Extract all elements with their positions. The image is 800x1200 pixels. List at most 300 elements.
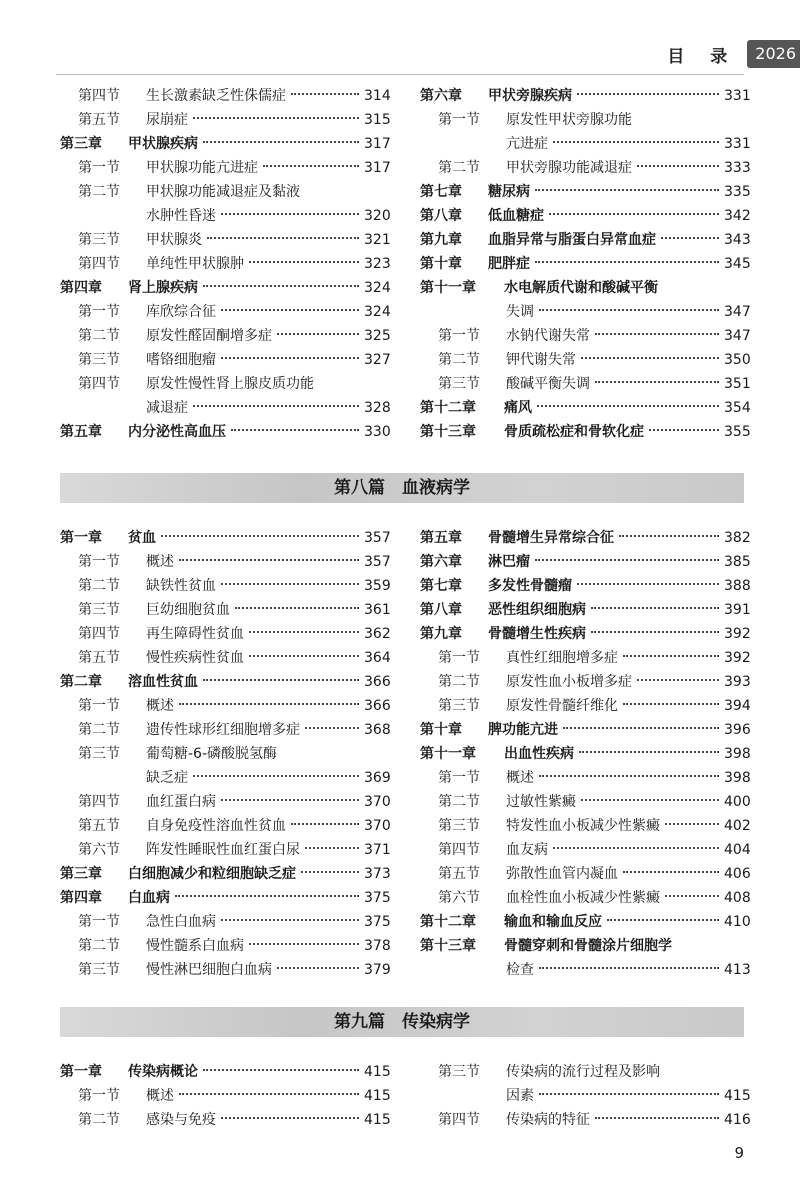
page-ref: 415 (364, 1064, 391, 1080)
entry-title: 概述 (506, 770, 534, 786)
page-ref: 325 (364, 328, 391, 344)
entry-title: 过敏性紫癜 (506, 794, 576, 810)
entry-number: 第十三章 (420, 938, 476, 954)
entry-number: 第一节 (438, 770, 480, 786)
chapter-entry[interactable] (60, 886, 390, 910)
entry-number: 第二节 (78, 578, 120, 594)
entry-number: 第七章 (420, 184, 462, 200)
page-ref: 315 (364, 112, 391, 128)
entry-number: 第一节 (78, 1088, 120, 1104)
entry-title: 慢性髓系白血病 (146, 938, 244, 954)
entry-title: 脾功能亢进 (488, 722, 558, 738)
page-ref: 354 (724, 400, 751, 416)
entry-number: 第二节 (438, 794, 480, 810)
page-ref: 370 (364, 794, 391, 810)
entry-number: 第二节 (78, 184, 120, 200)
dot-leader (637, 165, 719, 167)
chapter-entry[interactable] (420, 204, 750, 228)
chapter-entry[interactable] (60, 132, 390, 156)
dot-leader (623, 871, 719, 873)
dot-leader (291, 93, 359, 95)
page-ref: 328 (364, 400, 391, 416)
section-entry[interactable] (60, 550, 390, 574)
entry-title: 骨质疏松症和骨软化症 (504, 424, 644, 440)
entry-continuation[interactable] (420, 132, 750, 156)
dot-leader (179, 703, 359, 705)
section-entry[interactable] (60, 574, 390, 598)
entry-continuation[interactable] (420, 958, 750, 982)
page-ref: 394 (724, 698, 751, 714)
page-ref: 393 (724, 674, 751, 690)
entry-number: 第九章 (420, 232, 462, 248)
chapter-entry[interactable] (60, 1060, 390, 1084)
page-header (667, 40, 800, 68)
dot-leader (539, 967, 719, 969)
dot-leader (193, 405, 359, 407)
section-entry[interactable] (420, 1108, 750, 1132)
toc-column-right (420, 526, 750, 982)
section-entry[interactable] (420, 694, 750, 718)
entry-title: 自身免疫性溶血性贫血 (146, 818, 286, 834)
toc-block-infectious (60, 1060, 750, 1132)
page-ref: 364 (364, 650, 391, 666)
entry-title: 肾上腺疾病 (128, 280, 198, 296)
entry-number: 第一章 (60, 1064, 102, 1080)
entry-number: 第五节 (438, 866, 480, 882)
page-ref: 314 (364, 88, 391, 104)
dot-leader (539, 309, 719, 311)
entry-continuation[interactable] (420, 1084, 750, 1108)
dot-leader (661, 237, 719, 239)
entry-number: 第四节 (78, 88, 120, 104)
page-ref: 320 (364, 208, 391, 224)
page-ref: 375 (364, 890, 391, 906)
page-ref: 371 (364, 842, 391, 858)
entry-title: 原发性醛固酮增多症 (146, 328, 272, 344)
page-ref: 373 (364, 866, 391, 882)
header-divider (56, 74, 744, 75)
section-entry[interactable] (420, 862, 750, 886)
header-title: 目 录 (667, 46, 738, 67)
chapter-entry[interactable] (420, 252, 750, 276)
page-ref: 324 (364, 304, 391, 320)
entry-title: 痛风 (504, 400, 532, 416)
entry-title: 传染病的特征 (506, 1112, 590, 1128)
entry-title: 嗜铬细胞瘤 (146, 352, 216, 368)
dot-leader (193, 117, 359, 119)
entry-number: 第三章 (60, 136, 102, 152)
dot-leader (291, 823, 359, 825)
entry-number: 第十章 (420, 256, 462, 272)
chapter-entry[interactable] (420, 228, 750, 252)
dot-leader (579, 751, 719, 753)
entry-number: 第五节 (78, 112, 120, 128)
entry-title: 因素 (506, 1088, 534, 1104)
entry-title: 甲状旁腺疾病 (488, 88, 572, 104)
entry-number: 第三节 (438, 376, 480, 392)
entry-title: 库欣综合征 (146, 304, 216, 320)
entry-number: 第六章 (420, 554, 462, 570)
entry-title: 糖尿病 (488, 184, 530, 200)
toc-block-endocrine (60, 84, 750, 444)
entry-continuation[interactable] (60, 204, 390, 228)
entry-title: 恶性组织细胞病 (488, 602, 586, 618)
page-ref: 416 (724, 1112, 751, 1128)
entry-title: 单纯性甲状腺肿 (146, 256, 244, 272)
entry-number: 第十二章 (420, 914, 476, 930)
page-ref: 333 (724, 160, 751, 176)
dot-leader (649, 429, 719, 431)
section-entry[interactable] (60, 324, 390, 348)
section-entry[interactable] (60, 372, 390, 396)
entry-title: 血脂异常与脂蛋白异常血症 (488, 232, 656, 248)
chapter-entry[interactable] (420, 598, 750, 622)
entry-title: 原发性血小板增多症 (506, 674, 632, 690)
entry-title: 概述 (146, 554, 174, 570)
chapter-entry[interactable] (420, 934, 750, 958)
section-entry[interactable] (60, 718, 390, 742)
section-entry[interactable] (60, 646, 390, 670)
dot-leader (203, 679, 359, 681)
entry-number: 第三节 (438, 1064, 480, 1080)
dot-leader (249, 943, 359, 945)
chapter-entry[interactable] (420, 742, 750, 766)
chapter-entry[interactable] (420, 84, 750, 108)
section-entry[interactable] (420, 814, 750, 838)
page-ref: 398 (724, 770, 751, 786)
entry-number: 第一章 (60, 530, 102, 546)
entry-number: 第二节 (78, 938, 120, 954)
dot-leader (235, 607, 359, 609)
entry-number: 第一节 (438, 328, 480, 344)
page-ref: 366 (364, 698, 391, 714)
part-heading (60, 1007, 744, 1037)
page-ref: 379 (364, 962, 391, 978)
entry-number: 第三节 (438, 818, 480, 834)
dot-leader (249, 631, 359, 633)
entry-number: 第四节 (78, 794, 120, 810)
entry-title: 低血糖症 (488, 208, 544, 224)
section-entry[interactable] (420, 670, 750, 694)
part-title: 第九篇 传染病学 (334, 1012, 470, 1032)
dot-leader (193, 775, 359, 777)
page-ref: 400 (724, 794, 751, 810)
entry-continuation[interactable] (420, 300, 750, 324)
entry-number: 第五节 (78, 650, 120, 666)
entry-number: 第九章 (420, 626, 462, 642)
entry-number: 第十章 (420, 722, 462, 738)
section-entry[interactable] (60, 910, 390, 934)
page-ref: 361 (364, 602, 391, 618)
entry-title: 失调 (506, 304, 534, 320)
entry-title: 甲状腺功能亢进症 (146, 160, 258, 176)
entry-title: 阵发性睡眠性血红蛋白尿 (146, 842, 300, 858)
page-ref: 317 (364, 160, 391, 176)
page-ref: 406 (724, 866, 751, 882)
chapter-entry[interactable] (420, 526, 750, 550)
section-entry[interactable] (60, 228, 390, 252)
dot-leader (623, 655, 719, 657)
entry-number: 第八章 (420, 602, 462, 618)
entry-title: 骨髓增生性疾病 (488, 626, 586, 642)
entry-number: 第三节 (78, 232, 120, 248)
entry-number: 第二章 (60, 674, 102, 690)
entry-title: 概述 (146, 1088, 174, 1104)
section-entry[interactable] (420, 646, 750, 670)
section-entry[interactable] (420, 1060, 750, 1084)
chapter-entry[interactable] (60, 862, 390, 886)
dot-leader (203, 1069, 359, 1071)
section-entry[interactable] (420, 766, 750, 790)
entry-number: 第七章 (420, 578, 462, 594)
section-entry[interactable] (420, 838, 750, 862)
entry-title: 缺铁性贫血 (146, 578, 216, 594)
part-heading (60, 473, 744, 503)
entry-title: 白细胞减少和粒细胞缺乏症 (128, 866, 296, 882)
page-ref: 402 (724, 818, 751, 834)
entry-title: 亢进症 (506, 136, 548, 152)
section-entry[interactable] (420, 348, 750, 372)
page-ref: 323 (364, 256, 391, 272)
entry-title: 水电解质代谢和酸碱平衡 (504, 280, 658, 296)
entry-number: 第十一章 (420, 746, 476, 762)
page-ref: 331 (724, 136, 751, 152)
entry-number: 第二节 (78, 1112, 120, 1128)
entry-number: 第四章 (60, 280, 102, 296)
page-ref: 335 (724, 184, 751, 200)
entry-number: 第十三章 (420, 424, 476, 440)
dot-leader (249, 655, 359, 657)
dot-leader (591, 631, 719, 633)
chapter-entry[interactable] (420, 622, 750, 646)
section-entry[interactable] (60, 84, 390, 108)
entry-title: 葡萄糖-6-磷酸脱氢酶 (146, 746, 278, 762)
page-ref: 350 (724, 352, 751, 368)
section-entry[interactable] (60, 742, 390, 766)
page-ref: 392 (724, 626, 751, 642)
section-entry[interactable] (60, 694, 390, 718)
entry-title: 钾代谢失常 (506, 352, 576, 368)
entry-title: 甲状腺功能减退症及黏液 (146, 184, 300, 200)
dot-leader (277, 967, 359, 969)
entry-number: 第五章 (60, 424, 102, 440)
section-entry[interactable] (60, 838, 390, 862)
entry-title: 肥胖症 (488, 256, 530, 272)
chapter-entry[interactable] (60, 526, 390, 550)
entry-title: 多发性骨髓瘤 (488, 578, 572, 594)
section-entry[interactable] (60, 814, 390, 838)
dot-leader (553, 847, 719, 849)
page-ref: 330 (364, 424, 391, 440)
entry-title: 生长激素缺乏性侏儒症 (146, 88, 286, 104)
entry-title: 甲状腺疾病 (128, 136, 198, 152)
dot-leader (221, 357, 359, 359)
page-ref: 396 (724, 722, 751, 738)
entry-title: 血红蛋白病 (146, 794, 216, 810)
entry-title: 再生障碍性贫血 (146, 626, 244, 642)
section-entry[interactable] (60, 252, 390, 276)
entry-title: 慢性淋巴细胞白血病 (146, 962, 272, 978)
dot-leader (619, 535, 719, 537)
section-entry[interactable] (420, 324, 750, 348)
dot-leader (221, 799, 359, 801)
entry-continuation[interactable] (60, 396, 390, 420)
section-entry[interactable] (60, 1084, 390, 1108)
part-title: 第八篇 血液病学 (334, 478, 470, 498)
entry-number: 第一节 (78, 914, 120, 930)
section-entry[interactable] (60, 108, 390, 132)
chapter-entry[interactable] (420, 180, 750, 204)
entry-title: 减退症 (146, 400, 188, 416)
year-badge: 2026 (747, 40, 800, 68)
entry-title: 淋巴瘤 (488, 554, 530, 570)
dot-leader (591, 607, 719, 609)
entry-title: 输血和输血反应 (504, 914, 602, 930)
dot-leader (221, 583, 359, 585)
entry-number: 第三节 (78, 602, 120, 618)
section-entry[interactable] (60, 156, 390, 180)
chapter-entry[interactable] (420, 276, 750, 300)
dot-leader (277, 333, 359, 335)
entry-number: 第一节 (78, 304, 120, 320)
dot-leader (175, 895, 359, 897)
dot-leader (537, 405, 719, 407)
page-ref: 366 (364, 674, 391, 690)
entry-number: 第十二章 (420, 400, 476, 416)
dot-leader (221, 309, 359, 311)
entry-number: 第三章 (60, 866, 102, 882)
dot-leader (539, 775, 719, 777)
entry-number: 第三节 (78, 352, 120, 368)
dot-leader (665, 823, 719, 825)
entry-number: 第二节 (438, 160, 480, 176)
section-entry[interactable] (420, 372, 750, 396)
page-ref: 317 (364, 136, 391, 152)
entry-title: 出血性疾病 (504, 746, 574, 762)
section-entry[interactable] (420, 108, 750, 132)
entry-title: 概述 (146, 698, 174, 714)
page-ref: 357 (364, 530, 391, 546)
entry-number: 第三节 (78, 962, 120, 978)
dot-leader (179, 1093, 359, 1095)
page-ref: 357 (364, 554, 391, 570)
section-entry[interactable] (60, 598, 390, 622)
dot-leader (305, 847, 359, 849)
toc-column-left (60, 526, 390, 982)
page-ref: 369 (364, 770, 391, 786)
chapter-entry[interactable] (420, 910, 750, 934)
dot-leader (595, 381, 719, 383)
section-entry[interactable] (60, 348, 390, 372)
entry-number: 第一节 (78, 554, 120, 570)
entry-title: 缺乏症 (146, 770, 188, 786)
entry-number: 第五节 (78, 818, 120, 834)
entry-number: 第四节 (438, 1112, 480, 1128)
entry-title: 真性红细胞增多症 (506, 650, 618, 666)
entry-number: 第六章 (420, 88, 462, 104)
page-ref: 321 (364, 232, 391, 248)
page-ref: 392 (724, 650, 751, 666)
section-entry[interactable] (60, 622, 390, 646)
entry-number: 第四节 (78, 626, 120, 642)
dot-leader (203, 141, 359, 143)
dot-leader (231, 429, 359, 431)
entry-number: 第五章 (420, 530, 462, 546)
page-ref: 347 (724, 328, 751, 344)
page-ref: 378 (364, 938, 391, 954)
dot-leader (305, 727, 359, 729)
dot-leader (665, 895, 719, 897)
entry-title: 贫血 (128, 530, 156, 546)
chapter-entry[interactable] (420, 396, 750, 420)
entry-title: 急性白血病 (146, 914, 216, 930)
page-ref: 391 (724, 602, 751, 618)
entry-continuation[interactable] (60, 766, 390, 790)
page-ref: 345 (724, 256, 751, 272)
page-ref: 370 (364, 818, 391, 834)
dot-leader (161, 535, 359, 537)
chapter-entry[interactable] (60, 670, 390, 694)
chapter-entry[interactable] (420, 574, 750, 598)
entry-number: 第四节 (438, 842, 480, 858)
page-ref: 415 (364, 1088, 391, 1104)
entry-number: 第二节 (438, 674, 480, 690)
entry-title: 感染与免疫 (146, 1112, 216, 1128)
entry-title: 原发性甲状旁腺功能 (506, 112, 632, 128)
dot-leader (549, 213, 719, 215)
dot-leader (623, 703, 719, 705)
section-entry[interactable] (420, 790, 750, 814)
entry-title: 酸碱平衡失调 (506, 376, 590, 392)
section-entry[interactable] (60, 790, 390, 814)
page-number: 9 (734, 1144, 744, 1162)
chapter-entry[interactable] (420, 420, 750, 444)
entry-number: 第六节 (78, 842, 120, 858)
page-ref: 362 (364, 626, 391, 642)
section-entry[interactable] (60, 300, 390, 324)
entry-title: 特发性血小板减少性紫癜 (506, 818, 660, 834)
chapter-entry[interactable] (60, 420, 390, 444)
section-entry[interactable] (60, 934, 390, 958)
page-ref: 408 (724, 890, 751, 906)
dot-leader (553, 141, 719, 143)
chapter-entry[interactable] (60, 276, 390, 300)
chapter-entry[interactable] (420, 550, 750, 574)
entry-number: 第一节 (78, 698, 120, 714)
section-entry[interactable] (60, 1108, 390, 1132)
entry-title: 溶血性贫血 (128, 674, 198, 690)
toc-column-left (60, 84, 390, 444)
entry-title: 骨髓穿刺和骨髓涂片细胞学 (504, 938, 672, 954)
entry-number: 第二节 (78, 722, 120, 738)
page-ref: 343 (724, 232, 751, 248)
dot-leader (563, 727, 719, 729)
section-entry[interactable] (60, 180, 390, 204)
section-entry[interactable] (420, 156, 750, 180)
entry-title: 原发性慢性肾上腺皮质功能 (146, 376, 314, 392)
entry-title: 甲状旁腺功能减退症 (506, 160, 632, 176)
entry-title: 甲状腺炎 (146, 232, 202, 248)
section-entry[interactable] (60, 958, 390, 982)
dot-leader (595, 333, 719, 335)
page-ref: 388 (724, 578, 751, 594)
entry-number: 第三节 (78, 746, 120, 762)
page-ref: 415 (724, 1088, 751, 1104)
section-entry[interactable] (420, 886, 750, 910)
entry-title: 弥散性血管内凝血 (506, 866, 618, 882)
chapter-entry[interactable] (420, 718, 750, 742)
dot-leader (637, 679, 719, 681)
